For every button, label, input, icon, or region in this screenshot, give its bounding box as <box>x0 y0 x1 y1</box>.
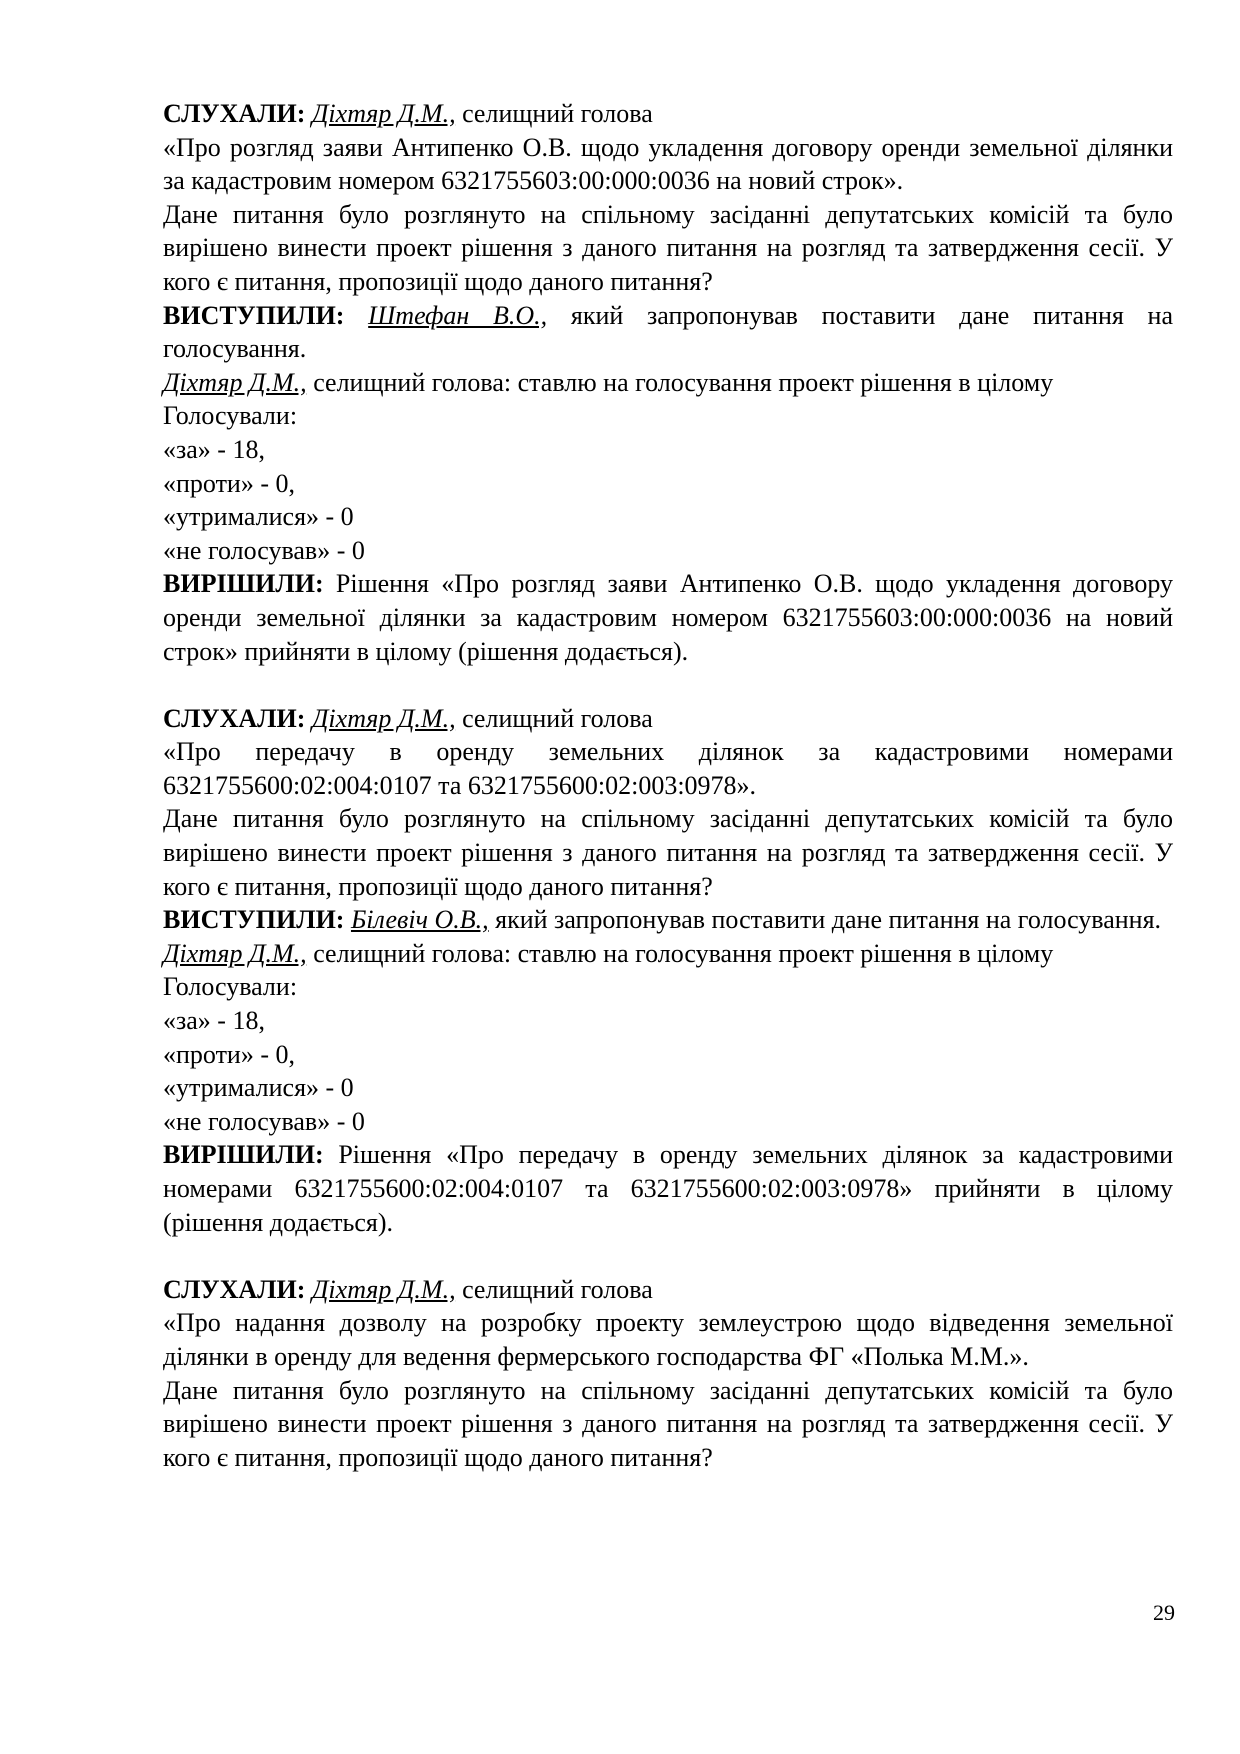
decided-line <box>163 567 1173 668</box>
speaker-name: Діхтяр Д.М., <box>311 99 456 128</box>
heard-line <box>163 702 1173 736</box>
spoke-line <box>163 299 1173 366</box>
agenda-topic: «Про передачу в оренду земельних ділянок за кадастровими номерами 6321755600:02:004:0107 та 6321755600:02:003:0978». <box>163 737 1173 800</box>
voted-label: Голосували: <box>163 972 298 1002</box>
heard-label: СЛУХАЛИ: <box>163 703 306 733</box>
page-number: 29 <box>1153 1600 1175 1625</box>
heard-line <box>163 1273 1173 1307</box>
heard-label: СЛУХАЛИ: <box>163 99 306 128</box>
section-gap <box>163 668 1173 702</box>
vote-against: «проти» - 0, <box>163 1039 296 1069</box>
spoke-label: ВИСТУПИЛИ: <box>163 300 345 330</box>
discussion-text: Дане питання було розглянуто на спільному засіданні депутатських комісій та було вирішено винести проект рішення з даного питання на розгляд та затвердження сесії. У кого є питання, пропозиції щодо даного питання? <box>163 804 1173 901</box>
decided-text: Рішення «Про передачу в оренду земельних ділянок за кадастровими номерами 6321755600:02:004:0107 та 6321755600:02:003:0978» прийняти в цілому (рішення додається). <box>163 1140 1173 1237</box>
speaker-name: Діхтяр Д.М., <box>311 1274 456 1304</box>
speaker-role: селищний голова <box>455 99 653 128</box>
vote-none: «не голосував» - 0 <box>163 535 365 565</box>
discussion-text: Дане питання було розглянуто на спільному засіданні депутатських комісій та було вирішено винести проект рішення з даного питання на розгляд та затвердження сесії. У кого є питання, пропозиції щодо даного питання? <box>163 199 1173 296</box>
speaker-role: селищний голова <box>455 703 653 733</box>
voted-label: Голосували: <box>163 401 298 431</box>
decided-text: Рішення «Про розгляд заяви Антипенко О.В. щодо укладення договору оренди земельної ділянки за кадастровим номером 6321755603:00:000:0036 на новий строк» прийняти в цілому (рішення додається). <box>163 569 1173 666</box>
agenda-topic: «Про надання дозволу на розробку проекту землеустрою щодо відведення земельної ділянки в оренду для ведення фермерського господарства ФГ «Полька М.М.». <box>163 1308 1173 1371</box>
speaker-role: селищний голова <box>455 1274 653 1304</box>
decided-label: ВИРІШИЛИ: <box>163 569 324 599</box>
spoke-line <box>163 903 1173 937</box>
speaker-name: Діхтяр Д.М., <box>163 367 307 397</box>
decided-line <box>163 1138 1173 1239</box>
chair-line <box>163 937 1173 971</box>
heard-line <box>163 97 1173 131</box>
chair-line <box>163 366 1173 400</box>
discussion-text: Дане питання було розглянуто на спільному засіданні депутатських комісій та було вирішено винести проект рішення з даного питання на розгляд та затвердження сесії. У кого є питання, пропозиції щодо даного питання? <box>163 1375 1173 1472</box>
decided-label: ВИРІШИЛИ: <box>163 1140 324 1170</box>
agenda-topic: «Про розгляд заяви Антипенко О.В. щодо укладення договору оренди земельної ділянки за кадастровим номером 6321755603:00:000:0036 на новий строк». <box>163 132 1173 196</box>
vote-for: «за» - 18, <box>163 1006 265 1036</box>
spoke-text: який запропонував поставити дане питання на голосування. <box>163 300 1173 364</box>
speaker-name: Діхтяр Д.М., <box>163 938 307 968</box>
chair-text: селищний голова: ставлю на голосування проект рішення в цілому <box>306 367 1054 397</box>
spoke-label: ВИСТУПИЛИ: <box>163 905 345 935</box>
vote-abstain: «утрималися» - 0 <box>163 502 354 532</box>
chair-text: селищний голова: ставлю на голосування проект рішення в цілому <box>306 938 1054 968</box>
heard-label: СЛУХАЛИ: <box>163 1274 306 1304</box>
vote-against: «проти» - 0, <box>163 468 296 498</box>
speaker-name: Білевіч О.В., <box>350 905 489 935</box>
section-gap <box>163 1239 1173 1273</box>
minutes-body <box>163 97 1173 1474</box>
speaker-name: Штефан В.О., <box>368 300 548 330</box>
spoke-text: який запропонував поставити дане питання на голосування. <box>488 905 1162 935</box>
vote-for: «за» - 18, <box>163 434 265 464</box>
speaker-name: Діхтяр Д.М., <box>311 703 456 733</box>
vote-none: «не голосував» - 0 <box>163 1106 365 1136</box>
vote-abstain: «утрималися» - 0 <box>163 1073 354 1103</box>
